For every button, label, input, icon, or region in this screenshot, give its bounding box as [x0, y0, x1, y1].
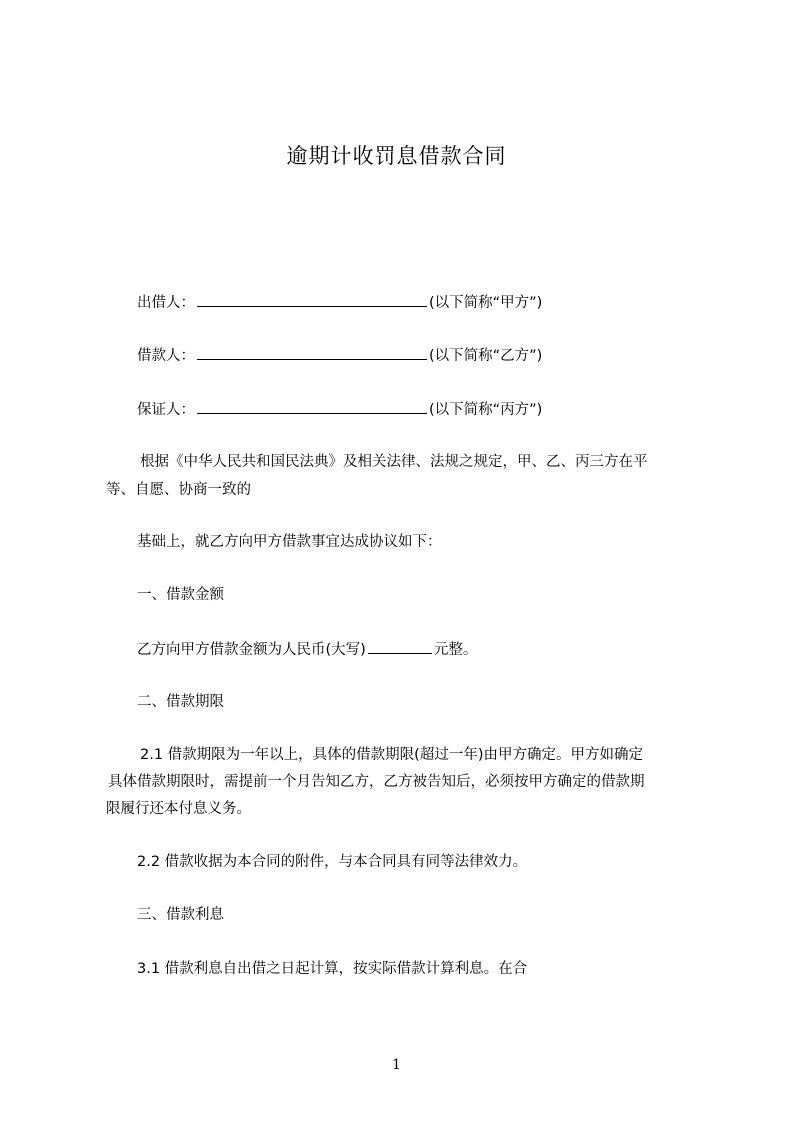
party-guarantor-note: (以下简称“丙方”): [429, 402, 543, 418]
party-lender-note: (以下简称“甲方”): [429, 295, 543, 311]
preamble-line-3: 基础上，就乙方向甲方借款事宜达成协议如下：: [137, 534, 442, 550]
section1-text-before: 乙方向甲方借款金额为人民币(大写): [137, 642, 366, 658]
party-borrower-label: 借款人：: [137, 348, 195, 364]
party-borrower-line: [137, 345, 542, 366]
clause-2-1-line-3: 限履行还本付息义务。: [106, 801, 251, 817]
section2-heading: 二、借款期限: [137, 694, 224, 710]
party-lender-line: [137, 292, 542, 313]
loan-amount-blank: [368, 639, 432, 654]
page-number: 1: [392, 1057, 401, 1073]
preamble-line-1: 根据《中华人民共和国民法典》及相关法律、法规之规定，甲、乙、丙三方在平: [140, 454, 648, 470]
party-borrower-blank: [197, 345, 427, 360]
party-guarantor-label: 保证人：: [137, 402, 195, 418]
section1-text: [137, 639, 477, 660]
clause-2-1-line-1: 2.1 借款期限为一年以上，具体的借款期限(超过一年)由甲方确定。甲方如确定: [140, 747, 643, 763]
party-guarantor-blank: [197, 399, 427, 414]
section3-heading: 三、借款利息: [137, 907, 224, 923]
document-title: 逾期计收罚息借款合同: [286, 144, 507, 168]
party-guarantor-line: [137, 399, 542, 420]
party-lender-blank: [197, 292, 427, 307]
party-borrower-note: (以下简称“乙方”): [429, 348, 543, 364]
section1-text-after: 元整。: [433, 642, 478, 658]
clause-2-2: 2.2 借款收据为本合同的附件，与本合同具有同等法律效力。: [137, 854, 528, 870]
party-lender-label: 出借人：: [137, 295, 195, 311]
preamble-line-2: 等、自愿、协商一致的: [106, 482, 251, 498]
clause-3-1: 3.1 借款利息自出借之日起计算，按实际借款计算利息。在合: [137, 961, 528, 977]
section1-heading: 一、借款金额: [137, 587, 224, 603]
clause-2-1-line-2: 具体借款期限时，需提前一个月告知乙方，乙方被告知后，必须按甲方确定的借款期: [108, 774, 645, 790]
